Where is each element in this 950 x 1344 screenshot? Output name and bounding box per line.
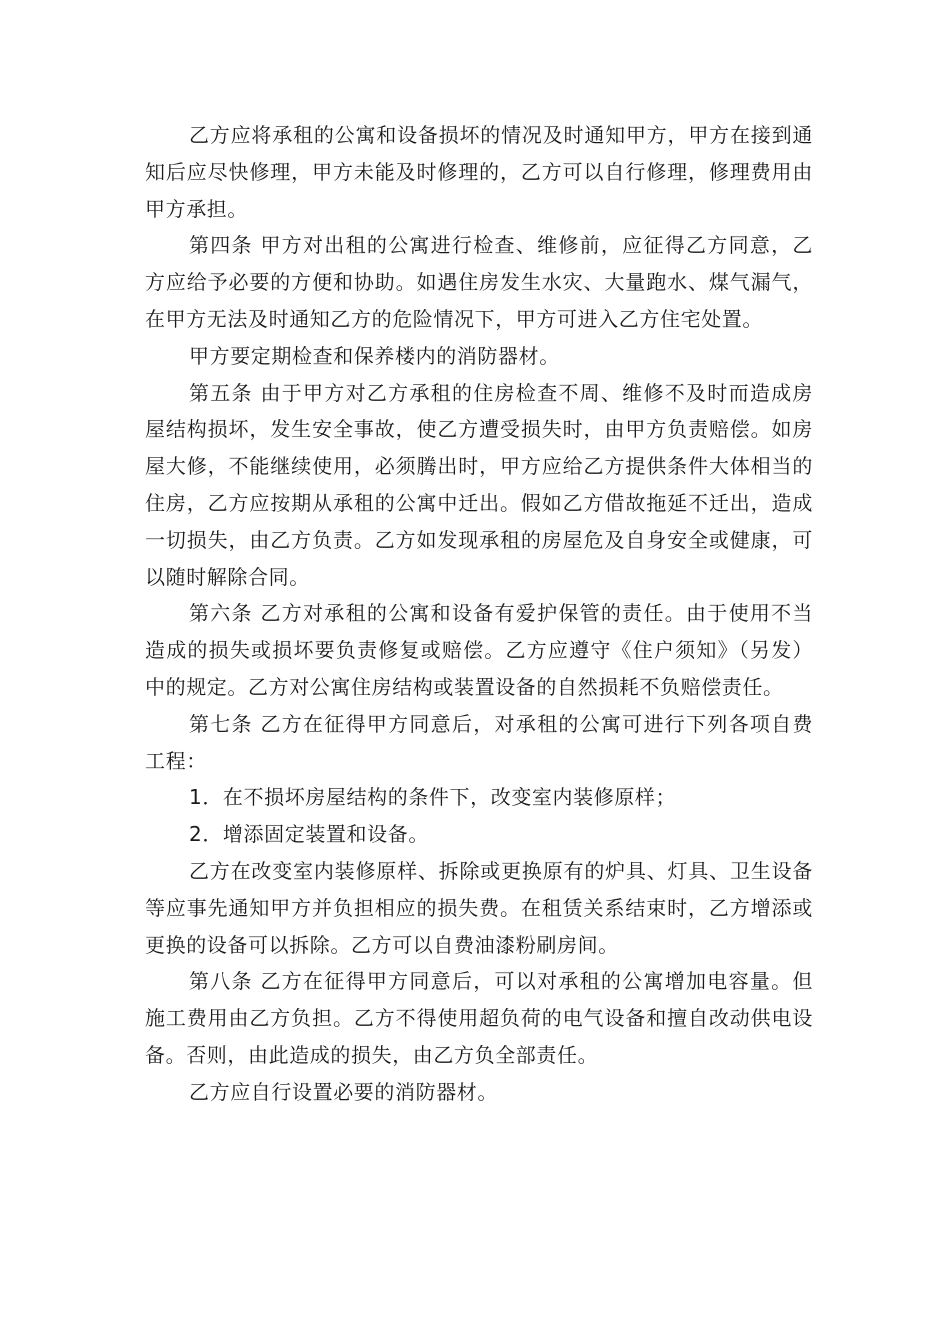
paragraph-fire-equipment-self: 乙方应自行设置必要的消防器材。 (189, 1079, 498, 1104)
list-item-1: 1．在不损坏房屋结构的条件下，改变室内装修原样； (189, 785, 677, 810)
paragraph-article-6: 第六条 乙方对承租的公寓和设备有爱护保管的责任。由于使用不当造成的损失或损坏要负责修复或赔偿。乙方应遵守《住户须知》（另发）中的规定。乙方对公寓住房结构或装置设备的自然损耗不负赔偿责任。 (145, 601, 813, 699)
paragraph-article-4: 第四条 甲方对出租的公寓进行检查、维修前，应征得乙方同意，乙方应给予必要的方便和协助。如遇住房发生水灾、大量跑水、煤气漏气，在甲方无法及时通知乙方的危险情况下，甲方可进入乙方住宅处置。 (145, 233, 813, 331)
document-body (145, 117, 813, 1111)
paragraph-fire-equipment-inspection: 甲方要定期检查和保养楼内的消防器材。 (189, 343, 560, 368)
paragraph-alteration-notice: 乙方在改变室内装修原样、拆除或更换原有的炉具、灯具、卫生设备等应事先通知甲方并负担相应的损失费。在租赁关系结束时，乙方增添或更换的设备可以拆除。乙方可以自费油漆粉刷房间。 (145, 858, 813, 957)
paragraph-article-7: 第七条 乙方在征得甲方同意后，对承租的公寓可进行下列各项自费工程： (145, 711, 813, 773)
list-item-2: 2．增添固定装置和设备。 (189, 822, 429, 847)
paragraph-article-5: 第五条 由于甲方对乙方承租的住房检查不周、维修不及时而造成房屋结构损坏，发生安全事故，使乙方遭受损失时，由甲方负责赔偿。如房屋大修，不能继续使用，必须腾出时，甲方应给乙方提供条件大体相当的住房，乙方应按期从承租的公寓中迁出。假如乙方借故拖延不迁出，造成一切损失，由乙方负责。乙方如发现承租的房屋危及自身安全或健康，可以随时解除合同。 (145, 380, 813, 589)
paragraph-repair-notice: 乙方应将承租的公寓和设备损坏的情况及时通知甲方，甲方在接到通知后应尽快修理，甲方未能及时修理的，乙方可以自行修理，修理费用由甲方承担。 (145, 123, 813, 221)
paragraph-article-8: 第八条 乙方在征得甲方同意后，可以对承租的公寓增加电容量。但施工费用由乙方负担。乙方不得使用超负荷的电气设备和擅自改动供电设备。否则，由此造成的损失，由乙方负全部责任。 (145, 969, 813, 1067)
